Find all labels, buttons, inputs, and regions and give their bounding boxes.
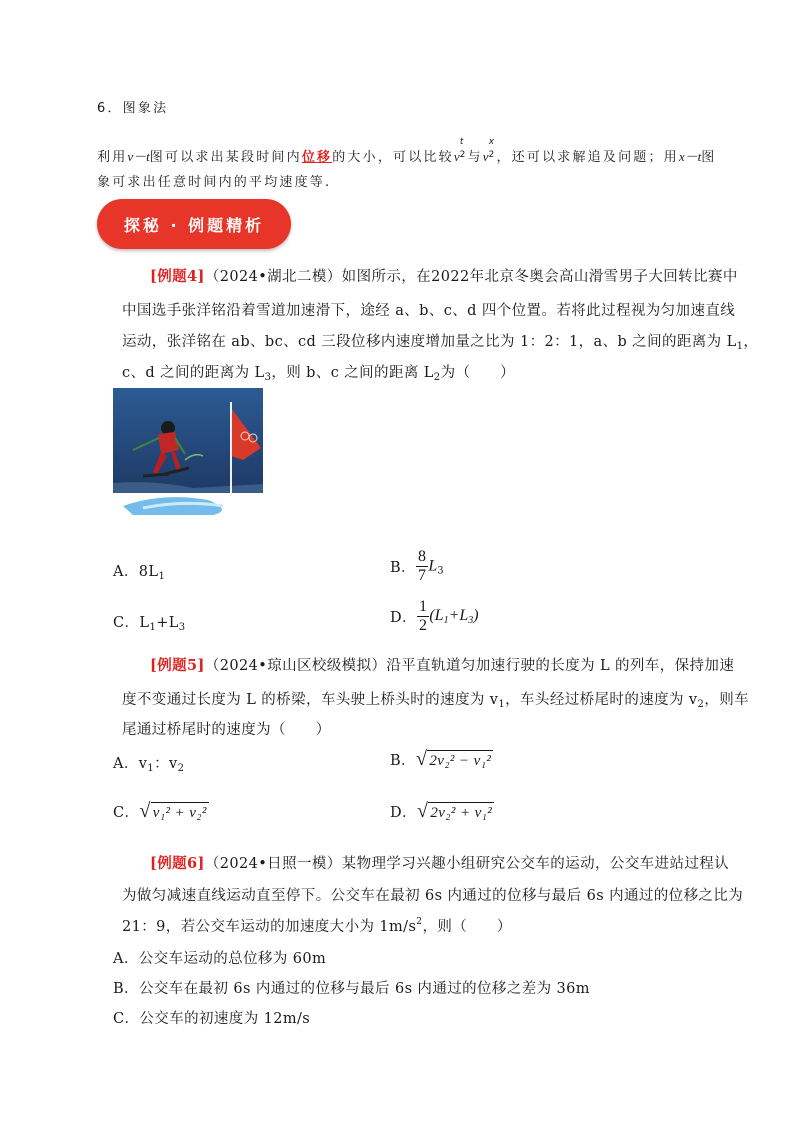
ex5-option-c: C．√ v₁² + v₂² <box>113 800 207 822</box>
section-heading: 6．图象法 <box>97 101 169 116</box>
ex5-label: [例题5] <box>150 657 205 674</box>
ex4-line-2: 中国选手张洋铭沿着雪道加速滑下，途经 a、b、c、d 四个位置。若将此过程视为匀加速直线 <box>122 303 736 319</box>
ex4-option-b: B． $\frac{8}{7}$ $L_3$ <box>390 548 445 584</box>
ex5-option-b: B．√ 2v₂² − v₁² <box>390 748 492 770</box>
xt-symbol: x－t <box>678 149 702 164</box>
ex5-source: （2024•琼山区校级模拟） <box>204 658 387 674</box>
vt-symbol: v－t <box>127 149 150 164</box>
method-line-2: 象可求出任意时间内的平均速度等. <box>97 175 332 190</box>
v-x-half: v x $^2$ <box>482 137 497 164</box>
v-t-half: v t $^2$ <box>453 137 468 164</box>
ex6-line-1: [例题6]（2024•日照一模）某物理学习兴趣小组研究公交车的运动，公交车进站过程认 <box>150 855 730 872</box>
keyword-displacement: 位移 <box>301 150 333 165</box>
ex4-option-a: A．$8L_1$ <box>113 564 166 582</box>
method-mid3: ，还可以求解追及问题；用 <box>496 150 679 165</box>
ex6-option-b: B．公交车在最初 6s 内通过的位移与最后 6s 内通过的位移之差为 36m <box>113 981 590 997</box>
method-pre: 利用 <box>97 150 128 165</box>
ex6-line-2: 为做匀减速直线运动直至停下。公交车在最初 6s 内通过的位移与最后 6s 内通过的位移之比为 <box>122 888 744 904</box>
ex4-line-3: 运动，张洋铭在 ab、bc、cd 三段位移内速度增加量之比为 1：2：1，a、b 之间的距离为 $L_1$， <box>122 334 759 352</box>
method-and: 与 <box>467 150 483 165</box>
method-mid1: 图可以求出某段时间内 <box>149 150 302 165</box>
ex4-option-c: C．$L_1+L_3$ <box>113 615 186 633</box>
ex4-line-1: [例题4]（2024•湖北二模）如图所示，在2022年北京冬奥会高山滑雪男子大回转比赛中 <box>150 268 738 285</box>
method-end1: 图 <box>701 150 717 165</box>
example-banner <box>97 199 291 249</box>
banner-text: 探秘 · 例题精析 <box>123 216 265 235</box>
ex4-option-d: D． $\frac{1}{2}$ $(L_1+L_3)$ <box>390 598 479 634</box>
ex4-source: （2024•湖北二模） <box>204 269 342 285</box>
ex6-option-a: A．公交车运动的总位移为 60m <box>113 951 327 967</box>
ex5-option-a: A．$v_1$：$v_2$ <box>113 756 185 774</box>
ex6-source: （2024•日照一模） <box>204 856 342 872</box>
method-mid2: 的大小，可以比较 <box>332 150 454 165</box>
skier-photo <box>113 388 268 515</box>
ex6-line-3: 21：9，若公交车运动的加速度大小为 $1m/s^2$，则（ ） <box>122 917 512 935</box>
ex6-option-c: C．公交车的初速度为 12m/s <box>113 1011 311 1027</box>
ex4-label: [例题4] <box>150 268 205 285</box>
ex5-line-2: 度不变通过长度为 L 的桥梁，车头驶上桥头时的速度为 $v_1$，车头经过桥尾时的速度为 $v_2$，则车 <box>122 692 749 710</box>
ex5-line-3: 尾通过桥尾时的速度为（ ） <box>122 722 331 738</box>
method-line-1 <box>97 137 717 165</box>
ex6-label: [例题6] <box>150 855 205 872</box>
ex5-option-d: D．√ 2v₂² + v₁² <box>390 800 493 822</box>
ex4-line-4: c、d 之间的距离为 $L_3$，则 b、c 之间的距离 $L_2$为（ ） <box>122 365 516 383</box>
ex5-line-1: [例题5]（2024•琼山区校级模拟）沿平直轨道匀加速行驶的长度为 L 的列车，保持加速 <box>150 657 735 674</box>
